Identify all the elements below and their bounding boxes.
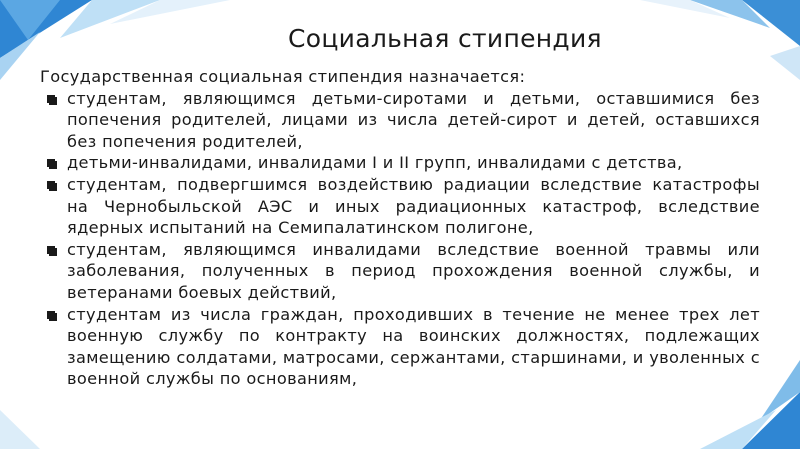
list-item-text: студентам, являющимся детьми-сиротами и детьми, оставшимися без попечения родителей, лицами из числа детей-сирот и детей, оставшихся без попечения родителей, — [67, 88, 760, 151]
list-item — [40, 304, 760, 390]
content-block — [40, 66, 760, 390]
bullet-list — [40, 88, 760, 390]
list-item-text: студентам из числа граждан, проходивших в течение не менее трех лет военную службу по контракту на воинских должностях, подлежащих замещению солдатами, матросами, сержантами, старшинами, и уволенных с военной службы по основаниям, — [67, 304, 760, 389]
list-item-text: детьми-инвалидами, инвалидами I и II групп, инвалидами с детства, — [67, 153, 683, 173]
list-item — [40, 88, 760, 153]
deco-shard-bottom-right-1 — [742, 392, 800, 449]
deco-shard-bottom-left-1 — [0, 410, 40, 449]
square-bullet-icon — [46, 245, 56, 255]
square-bullet-icon — [46, 94, 56, 104]
list-item — [40, 152, 760, 174]
slide-title: Социальная стипендия — [288, 24, 602, 53]
square-bullet-icon — [46, 180, 56, 190]
intro-text: Государственная социальная стипендия назначается: — [40, 67, 526, 86]
list-item-text: студентам, являющимся инвалидами вследствие военной травмы или заболевания, полученных в период прохождения военной службы, и ветеранами боевых действий, — [67, 239, 760, 302]
list-item — [40, 174, 760, 239]
square-bullet-icon — [46, 310, 56, 320]
list-item — [40, 239, 760, 304]
square-bullet-icon — [46, 158, 56, 168]
list-item-text: студентам, подвергшимся воздействию радиации вследствие катастрофы на Чернобыльской АЭС и иных радиационных катастроф, вследствие ядерных испытаний на Семипалатинском полигоне, — [67, 174, 760, 238]
